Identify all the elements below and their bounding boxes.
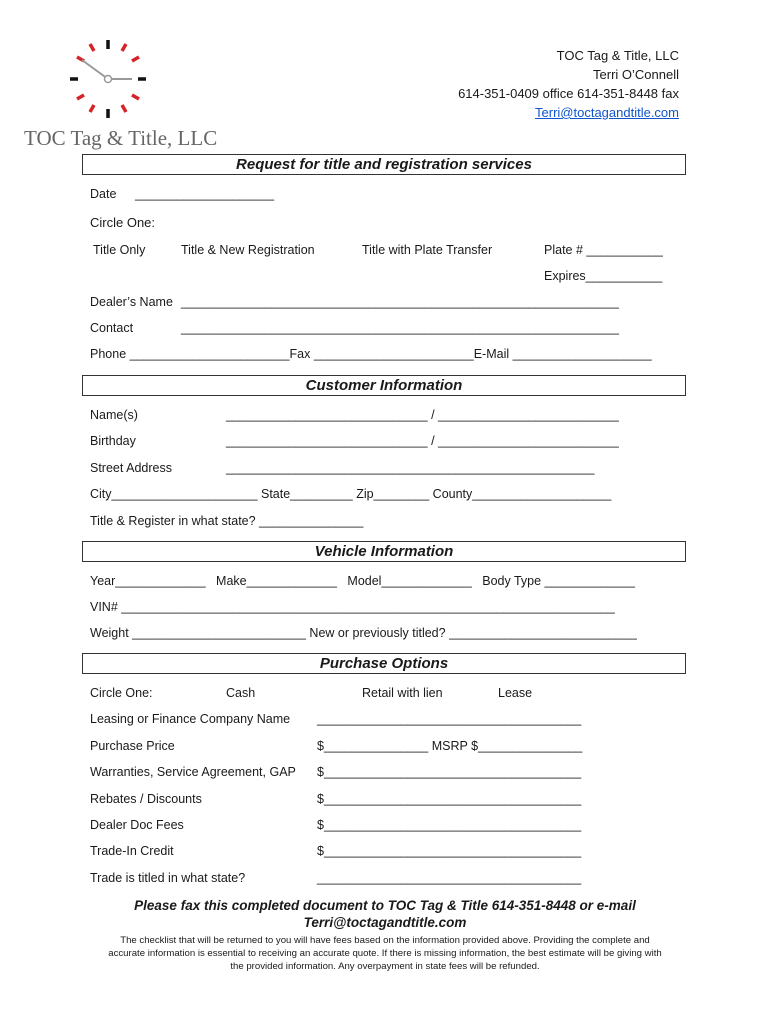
doc-fees-label: Dealer Doc Fees — [90, 818, 184, 832]
warranties-field[interactable]: $_____________________________________ — [317, 765, 582, 779]
logo-text: TOC Tag & Title, LLC — [24, 126, 218, 150]
footer-note-1: The checklist that will be returned to you will have fees based on the information provided above. Providing the complete and — [120, 935, 650, 946]
year-make-model-body-row[interactable]: Year_____________ Make_____________ Model_____________ Body Type _____________ — [90, 574, 635, 588]
option-title-new-registration[interactable]: Title & New Registration — [181, 243, 315, 257]
option-title-plate-transfer[interactable]: Title with Plate Transfer — [362, 243, 493, 257]
purchase-price-msrp-field[interactable]: $_______________ MSRP $_______________ — [317, 739, 583, 753]
date-label: Date — [90, 187, 117, 201]
company-phones: 614-351-0409 office 614-351-8448 fax — [458, 86, 679, 101]
section-header-purchase: Purchase Options — [82, 653, 686, 674]
expires-field[interactable]: Expires___________ — [544, 269, 663, 283]
trade-in-label: Trade-In Credit — [90, 844, 174, 858]
names-label: Name(s) — [90, 408, 138, 422]
section-header-request: Request for title and registration services — [82, 154, 686, 175]
footer-email: Terri@toctagandtitle.com — [303, 915, 467, 930]
option-title-only[interactable]: Title Only — [93, 243, 146, 257]
rebates-field[interactable]: $_____________________________________ — [317, 792, 582, 806]
company-name: TOC Tag & Title, LLC — [556, 48, 679, 63]
date-field[interactable]: ____________________ — [135, 187, 275, 201]
weight-titled-row[interactable]: Weight _________________________ New or previously titled? ___________________________ — [90, 626, 637, 640]
section-header-customer: Customer Information — [82, 375, 686, 396]
title-register-state-row[interactable]: Title & Register in what state? _______________ — [90, 514, 364, 528]
finance-company-label: Leasing or Finance Company Name — [90, 712, 291, 726]
trade-state-field[interactable]: ______________________________________ — [317, 871, 582, 885]
option-cash[interactable]: Cash — [226, 686, 256, 700]
street-address-field[interactable]: _____________________________________________________ — [226, 461, 595, 475]
doc-fees-field[interactable]: $_____________________________________ — [317, 818, 582, 832]
company-contact: Terri O’Connell — [593, 67, 679, 82]
city-state-zip-county-row[interactable]: City_____________________ State_________ Zip________ County____________________ — [90, 487, 612, 501]
rebates-label: Rebates / Discounts — [90, 792, 202, 806]
contact-label: Contact — [90, 321, 134, 335]
dealer-name-field[interactable]: _______________________________________________________________ — [181, 295, 619, 309]
plate-field[interactable]: Plate # ___________ — [544, 243, 663, 257]
footer-note-2: accurate information is essential to receiving an accurate quote. If there is missing information, the best estimate will be giving with — [108, 948, 662, 959]
birthday-field[interactable]: _____________________________ / __________________________ — [226, 434, 619, 448]
section-header-vehicle: Vehicle Information — [82, 541, 686, 562]
vin-row[interactable]: VIN# _______________________________________________________________________ — [90, 600, 615, 614]
trade-state-label: Trade is titled in what state? — [90, 871, 246, 885]
finance-company-field[interactable]: ______________________________________ — [317, 712, 582, 726]
footer-note-3: the provided information. Any overpayment in state fees will be refunded. — [230, 961, 540, 972]
phone-fax-email-row[interactable]: Phone _______________________Fax _______________________E-Mail ____________________ — [90, 347, 652, 361]
circle-one-label: Circle One: — [90, 215, 156, 230]
trade-in-field[interactable]: $_____________________________________ — [317, 844, 582, 858]
option-lease[interactable]: Lease — [498, 686, 533, 700]
company-email-link[interactable]: Terri@toctagandtitle.com — [535, 105, 679, 120]
birthday-label: Birthday — [90, 434, 136, 448]
warranties-label: Warranties, Service Agreement, GAP — [90, 765, 296, 779]
footer-instruction: Please fax this completed document to TOC Tag & Title 614-351-8448 or e-mail — [134, 898, 636, 913]
option-retail-lien[interactable]: Retail with lien — [362, 686, 443, 700]
purchase-circle-one-label: Circle One: — [90, 686, 153, 700]
dealer-name-label: Dealer’s Name — [90, 295, 173, 309]
purchase-price-label: Purchase Price — [90, 739, 175, 753]
contact-field[interactable]: _______________________________________________________________ — [181, 321, 619, 335]
street-address-label: Street Address — [90, 461, 172, 475]
names-field[interactable]: _____________________________ / __________________________ — [226, 408, 619, 422]
